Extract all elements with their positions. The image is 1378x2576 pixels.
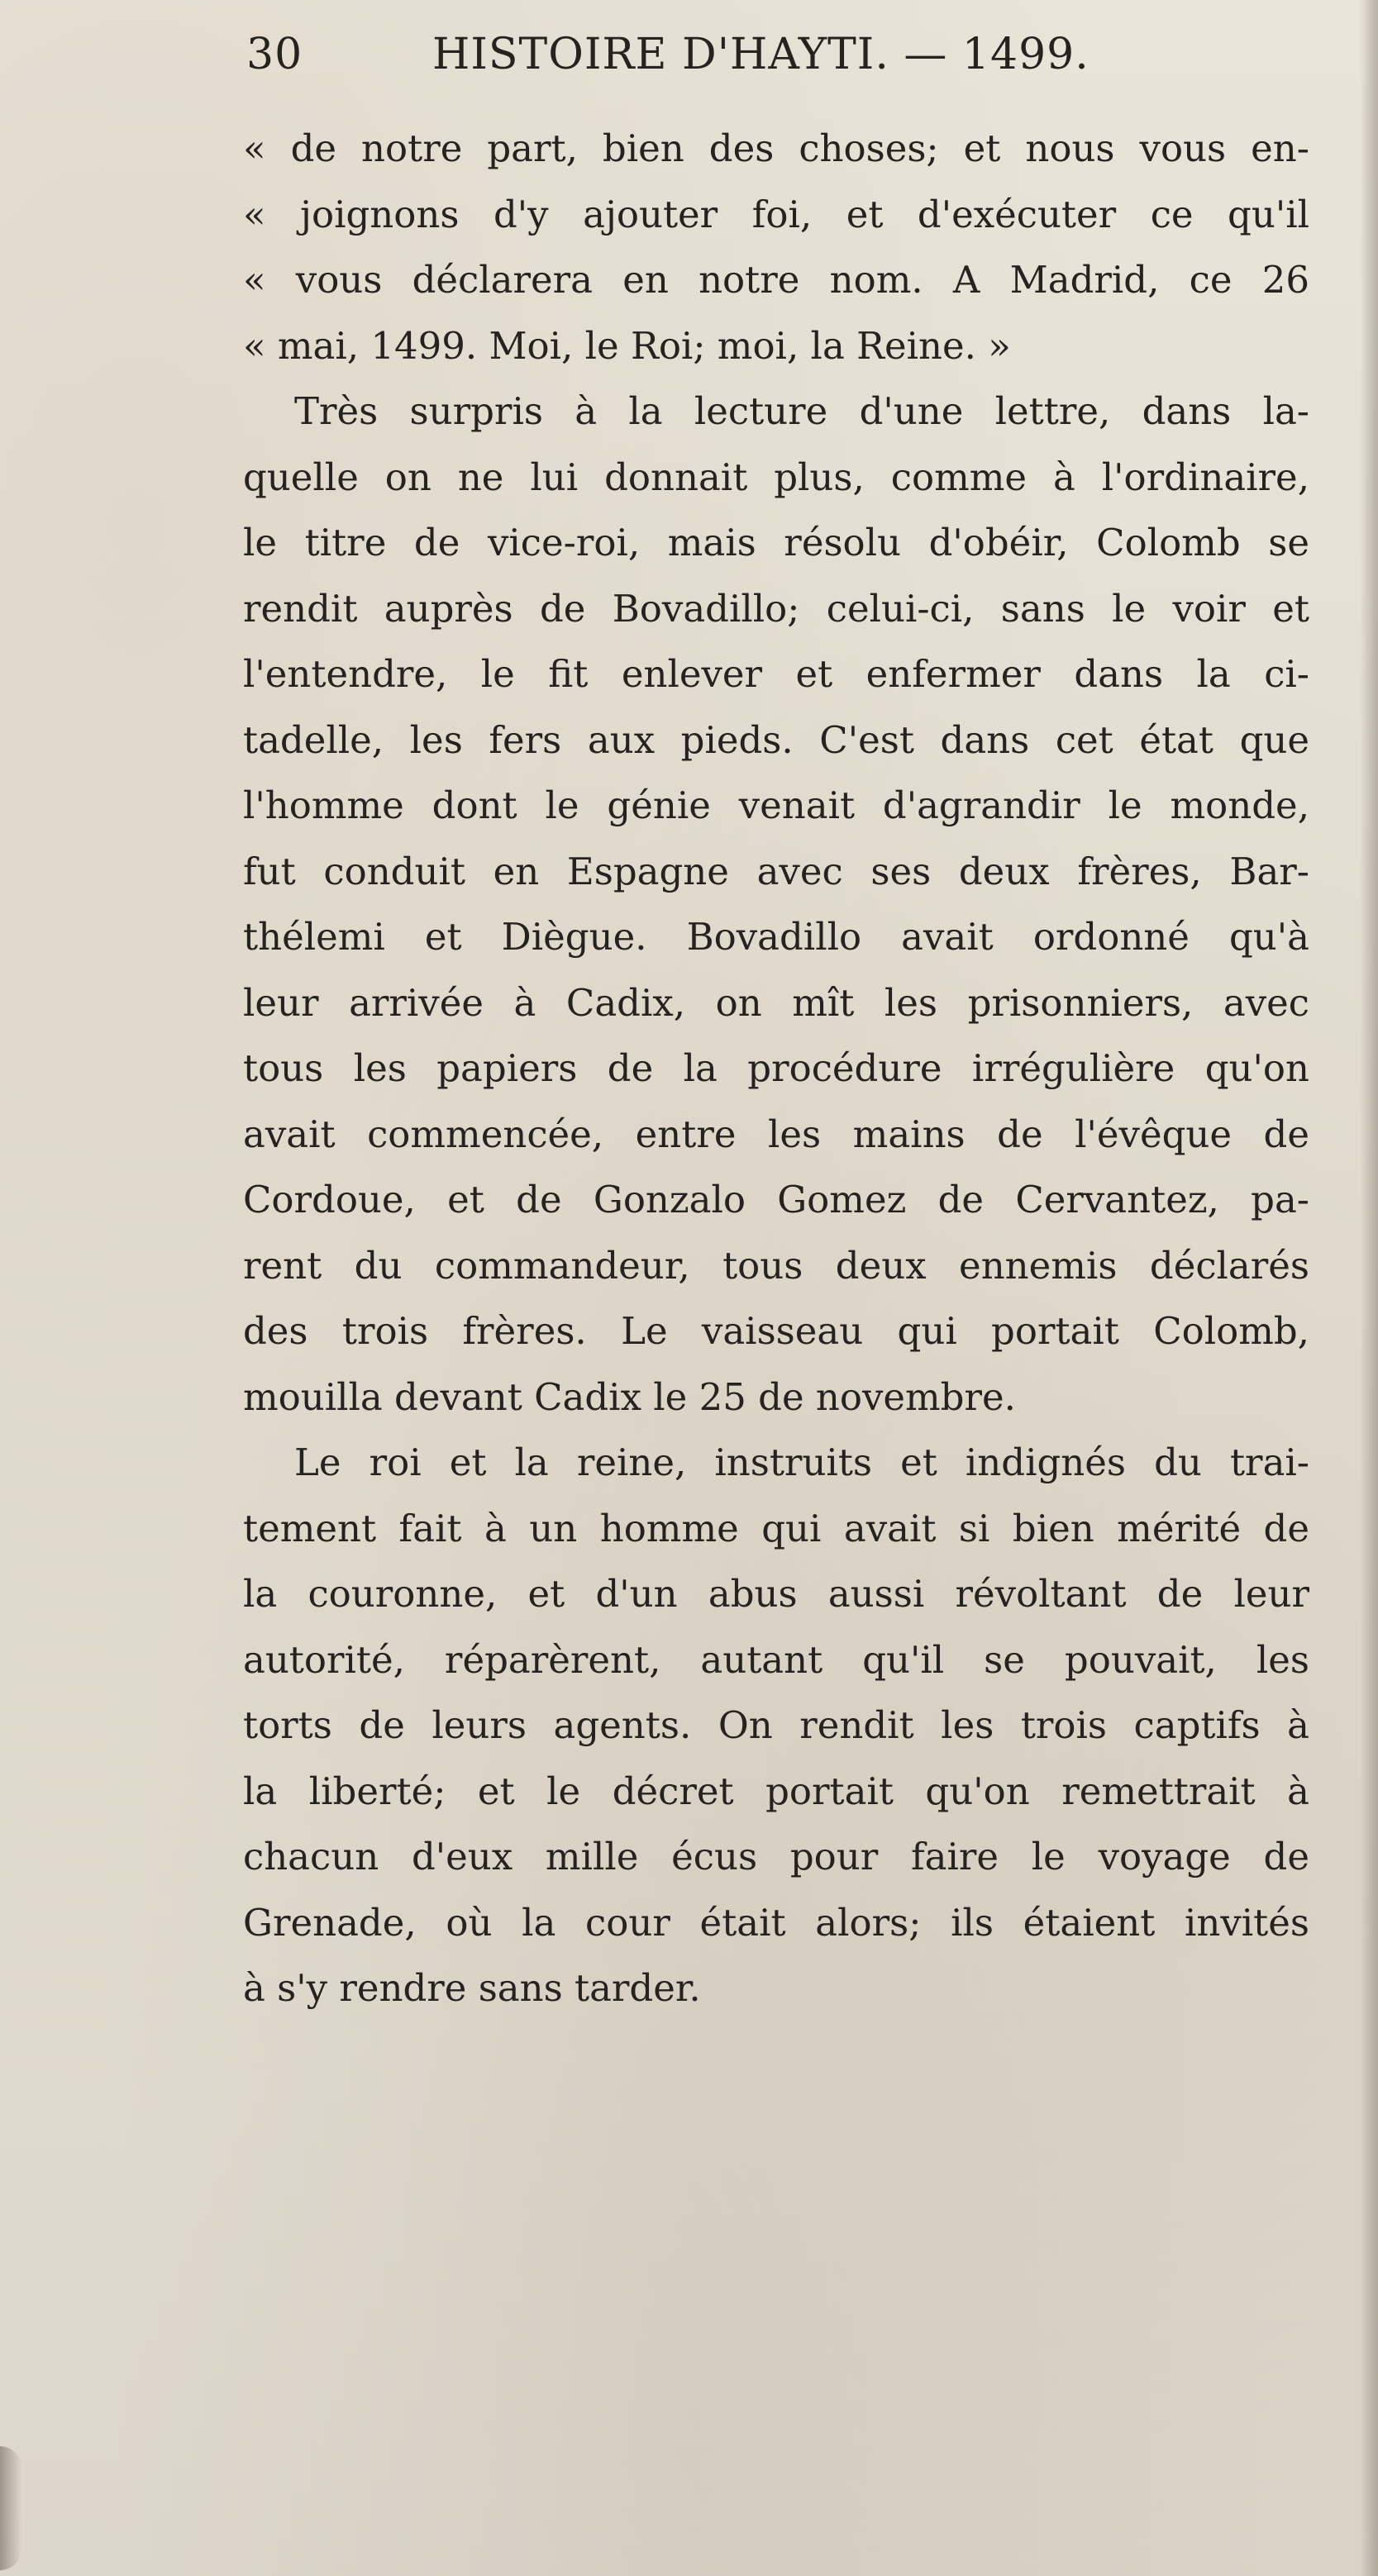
- page-number: 30: [246, 30, 303, 79]
- text-line: tous les papiers de la procédure irrégulière qu'on: [243, 1046, 1309, 1090]
- text-line: Cordoue, et de Gonzalo Gomez de Cervantez, pa-: [243, 1178, 1309, 1221]
- text-line: autorité, réparèrent, autant qu'il se pouvait, les: [243, 1637, 1309, 1682]
- text-line: tadelle, les fers aux pieds. C'est dans cet état que: [243, 717, 1309, 762]
- text-line: leur arrivée à Cadix, on mît les prisonniers, avec: [243, 980, 1309, 1025]
- text-line: l'entendre, le fit enlever et enfermer dans la ci-: [243, 652, 1309, 696]
- text-line: chacun d'eux mille écus pour faire le voyage de: [243, 1835, 1309, 1878]
- text-line: la couronne, et d'un abus aussi révoltant de leur: [243, 1572, 1309, 1616]
- text-line: « mai, 1499. Moi, le Roi; moi, la Reine. »: [243, 323, 1011, 368]
- text-line: « vous déclarera en notre nom. A Madrid, ce 26: [243, 258, 1309, 302]
- running-title: HISTOIRE D'HAYTI. — 1499.: [432, 30, 1090, 79]
- binding-edge: [0, 2446, 21, 2570]
- text-line: « de notre part, bien des choses; et nous vous en-: [243, 126, 1309, 170]
- text-line: l'homme dont le génie venait d'agrandir le monde,: [243, 783, 1309, 827]
- text-line: tement fait à un homme qui avait si bien mérité de: [243, 1506, 1309, 1550]
- text-line: torts de leurs agents. On rendit les trois captifs à: [243, 1703, 1309, 1747]
- page-edge-shadow: [1360, 0, 1378, 2576]
- text-line: des trois frères. Le vaisseau qui portait Colomb,: [243, 1309, 1309, 1353]
- text-line: avait commencée, entre les mains de l'évêque de: [243, 1112, 1309, 1156]
- text-line: rendit auprès de Bovadillo; celui-ci, sans le voir et: [243, 586, 1309, 631]
- text-line: quelle on ne lui donnait plus, comme à l'ordinaire,: [243, 455, 1309, 499]
- text-line: le titre de vice-roi, mais résolu d'obéir, Colomb se: [243, 521, 1309, 564]
- text-line: à s'y rendre sans tarder.: [243, 1966, 701, 2010]
- text-line: mouilla devant Cadix le 25 de novembre.: [243, 1374, 1016, 1419]
- text-line: Très surpris à la lecture d'une lettre, dans la-: [294, 389, 1309, 433]
- text-line: la liberté; et le décret portait qu'on remettrait à: [243, 1769, 1309, 1813]
- text-line: Grenade, où la cour était alors; ils étaient invités: [243, 1900, 1309, 1945]
- text-line: Le roi et la reine, instruits et indignés du trai-: [294, 1440, 1309, 1484]
- body-text: [243, 116, 1309, 2021]
- text-line: rent du commandeur, tous deux ennemis déclarés: [243, 1243, 1309, 1288]
- text-line: « joignons d'y ajouter foi, et d'exécuter ce qu'il: [243, 192, 1309, 236]
- page-header: [246, 30, 1308, 88]
- text-line: thélemi et Diègue. Bovadillo avait ordonné qu'à: [243, 915, 1309, 959]
- text-line: fut conduit en Espagne avec ses deux frères, Bar-: [243, 849, 1309, 893]
